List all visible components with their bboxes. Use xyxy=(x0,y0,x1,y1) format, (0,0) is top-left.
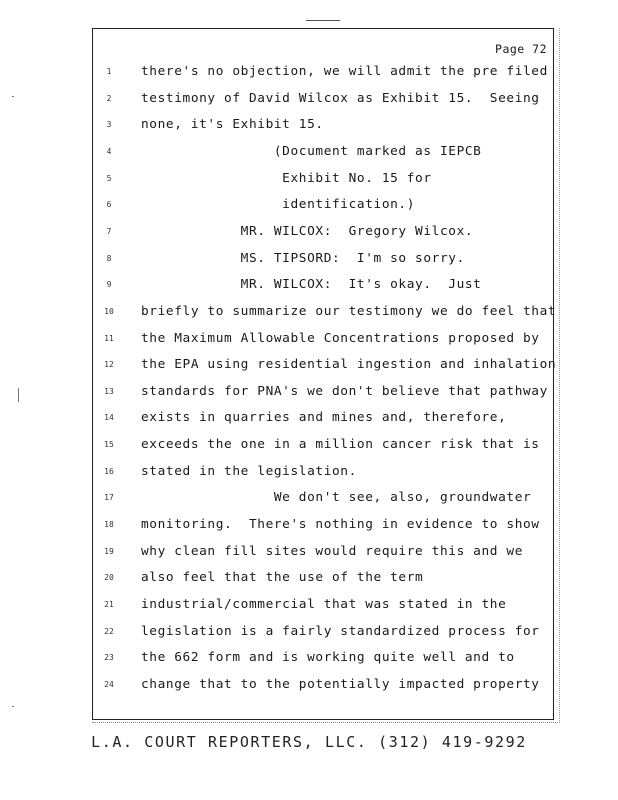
line-number: 2 xyxy=(106,93,112,103)
line-number: 6 xyxy=(106,200,112,210)
line-number: 14 xyxy=(104,413,114,423)
line-number: 20 xyxy=(104,573,114,583)
transcript-line: identification.) xyxy=(141,197,416,213)
footer-reporter: L.A. COURT REPORTERS, LLC. (312) 419-9292 xyxy=(91,733,527,751)
transcript-line: MR. WILCOX: It's okay. Just xyxy=(141,277,482,293)
line-number: 8 xyxy=(106,253,112,263)
line-number: 4 xyxy=(106,146,112,156)
line-number: 24 xyxy=(104,679,114,689)
transcript-line: stated in the legislation. xyxy=(141,463,357,479)
line-number: 19 xyxy=(104,546,114,556)
transcript-line: industrial/commercial that was stated in the xyxy=(141,597,507,612)
line-number: 21 xyxy=(104,600,114,609)
transcript-line: exceeds the one in a million cancer risk that is xyxy=(141,437,540,453)
line-number: 18 xyxy=(104,520,114,530)
scan-speck xyxy=(12,706,14,707)
line-number: 23 xyxy=(104,653,114,663)
line-number: 7 xyxy=(106,226,112,236)
line-number: 13 xyxy=(104,386,114,396)
scan-speck xyxy=(18,388,19,402)
transcript-line: change that to the potentially impacted property xyxy=(141,676,540,692)
transcript-line: the Maximum Allowable Concentrations proposed by xyxy=(141,330,540,346)
transcript-line: (Document marked as IEPCB xyxy=(141,143,482,159)
transcript-line: legislation is a fairly standardized process for xyxy=(141,623,540,639)
transcript-line: We don't see, also, groundwater xyxy=(141,490,532,506)
scan-bottom-edge xyxy=(92,722,558,724)
line-number: 1 xyxy=(106,67,112,76)
transcript-line: there's no objection, we will admit the pre filed xyxy=(141,64,548,79)
line-number: 16 xyxy=(104,466,114,476)
line-number: 17 xyxy=(104,493,114,503)
scan-speck xyxy=(12,96,14,97)
line-number: 11 xyxy=(104,333,114,343)
transcript-line: why clean fill sites would require this and we xyxy=(141,543,524,559)
line-number: 10 xyxy=(104,306,114,316)
transcript-line: also feel that the use of the term xyxy=(141,570,424,586)
transcript-line: exists in quarries and mines and, therefore, xyxy=(141,410,507,426)
transcript-line: testimony of David Wilcox as Exhibit 15. Seeing xyxy=(141,90,540,106)
page-number: Page 72 xyxy=(495,42,547,56)
transcript-line: briefly to summarize our testimony we do feel that xyxy=(141,303,557,319)
line-number: 12 xyxy=(104,360,114,370)
top-scan-tick xyxy=(306,20,340,21)
line-number: 15 xyxy=(104,440,114,450)
line-number: 9 xyxy=(106,280,112,290)
transcript-line: standards for PNA's we don't believe that pathway xyxy=(141,383,548,399)
transcript-line: the 662 form and is working quite well and to xyxy=(141,650,515,666)
transcript-line: Exhibit No. 15 for xyxy=(141,170,432,186)
line-number: 5 xyxy=(106,173,112,183)
transcript-line: MR. WILCOX: Gregory Wilcox. xyxy=(141,223,474,239)
transcript-line: the EPA using residential ingestion and inhalation xyxy=(141,357,557,373)
scan-right-edge xyxy=(559,28,561,723)
transcript-line: monitoring. There's nothing in evidence to show xyxy=(141,517,540,533)
transcript-page xyxy=(92,28,557,720)
line-number: 3 xyxy=(106,120,112,130)
line-number: 22 xyxy=(104,626,114,636)
transcript-line: MS. TIPSORD: I'm so sorry. xyxy=(141,250,465,266)
transcript-line: none, it's Exhibit 15. xyxy=(141,117,324,133)
